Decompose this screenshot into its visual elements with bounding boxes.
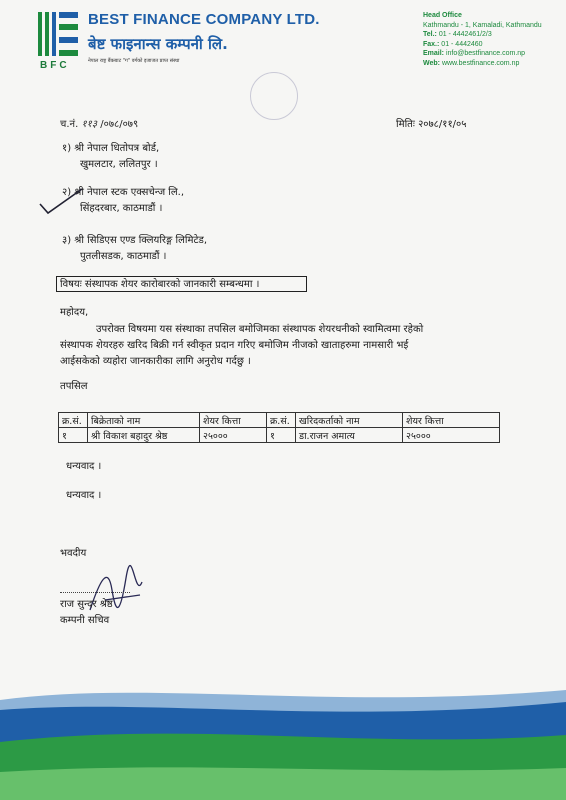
recipient-3 — [62, 233, 207, 265]
cell-seller-shares: २५००० — [200, 428, 267, 443]
signature-line — [60, 592, 130, 593]
body-paragraph — [60, 322, 510, 370]
cell-sn-seller: १ — [59, 428, 88, 443]
recipient-2-line2: सिंहदरबार, काठमाडौं । — [80, 203, 163, 214]
company-logo-icon — [38, 12, 78, 56]
header-sn-seller: क्र.सं. — [59, 413, 88, 428]
signatory-title: कम्पनी सचिव — [60, 615, 110, 626]
date-value: २०७८/११/०५ — [418, 119, 467, 130]
thanks-2: धन्यवाद । — [66, 490, 102, 501]
header-buyer-name: खरिदकर्ताको नाम — [296, 413, 403, 428]
header-seller-shares: शेयर कित्ता — [200, 413, 267, 428]
recipient-3-line2: पुतलीसडक, काठमाडौं । — [80, 251, 167, 262]
date-label: मितिः — [396, 119, 415, 130]
recipient-1-line1: १) श्री नेपाल धितोपत्र बोर्ड, — [62, 143, 160, 154]
head-office-address: Kathmandu - 1, Kamaladi, Kathmandu — [423, 21, 542, 29]
thanks-1: धन्यवाद । — [66, 461, 102, 472]
head-office-block — [423, 11, 542, 68]
email-label: Email: — [423, 50, 445, 57]
tel-value: 01 - 4442461/2/3 — [438, 31, 492, 38]
fax-label: Fax.: — [423, 40, 440, 48]
cell-buyer-shares: २५००० — [403, 428, 500, 443]
recipient-1 — [62, 141, 159, 173]
table-header-row — [59, 413, 500, 428]
subject-line: विषयः संस्थापक शेयर कारोबारको जानकारी सम्बन्धमा । — [56, 276, 307, 292]
ref-number-handwritten: ११३ — [81, 119, 98, 130]
fax-value: 01 - 4442460 — [441, 40, 483, 48]
body-line-3: आईसकेको व्यहोरा जानकारीका लागि अनुरोध गर्दछु । — [60, 356, 251, 367]
logo-initials: BFC — [40, 60, 70, 71]
head-office-title: Head Office — [423, 12, 462, 19]
reference-number — [60, 116, 138, 130]
body-line-2: संस्थापक शेयरहरु खरिद बिक्री गर्न स्वीकृत प्रदान गरिए बमोजिम नीजको खाताहरुमा नामसारी भई — [60, 340, 409, 351]
recipient-2-line1: २) श्री नेपाल स्टक एक्सचेन्ज लि., — [62, 187, 185, 198]
ref-year: /०७८/०७९ — [100, 119, 139, 130]
cell-seller-name: श्री विकाश बहादुर श्रेष्ठ — [88, 428, 200, 443]
recipient-1-line2: खुमलटार, ललितपुर । — [80, 159, 158, 170]
web-link[interactable]: www.bestfinance.com.np — [441, 59, 520, 67]
header-sn-buyer: क्र.सं. — [267, 413, 296, 428]
signatory-name: राज सुन्दर श्रेष्ठ — [60, 599, 113, 610]
closing: भवदीय — [60, 548, 87, 559]
share-transfer-table — [58, 412, 500, 443]
company-tagline: नेपाल राष्ट्र बैंकबाट "ग" वर्गको इजाजत प्राप्त संस्था — [88, 58, 180, 64]
cell-buyer-name: डा.राजन अमात्य — [296, 428, 403, 443]
header-seller-name: बिक्रेताको नाम — [88, 413, 200, 428]
details-label: तपसिल — [60, 381, 88, 392]
company-name-english: BEST FINANCE COMPANY LTD. — [88, 11, 320, 28]
web-label: Web: — [423, 59, 440, 67]
body-line-1: उपरोक्त विषयमा यस संस्थाका तपसिल बमोजिमका संस्थापक शेयरधनीको स्वामित्वमा रहेको — [96, 324, 424, 335]
received-stamp — [250, 72, 298, 120]
footer-wave-decoration — [0, 680, 566, 800]
cell-sn-buyer: १ — [267, 428, 296, 443]
header-buyer-shares: शेयर कित्ता — [403, 413, 500, 428]
email-link[interactable]: info@bestfinance.com.np — [445, 50, 526, 57]
ref-label: च.नं. — [60, 119, 79, 130]
checkmark-icon — [36, 186, 86, 216]
recipient-3-line1: ३) श्री सिडिएस एण्ड क्लियरिङ्ग लिमिटेड, — [62, 235, 208, 246]
tel-label: Tel.: — [423, 31, 437, 38]
table-row — [59, 428, 500, 443]
salutation: महोदय, — [60, 307, 89, 318]
company-name-nepali: बेष्ट फाइनान्स कम्पनी लि. — [88, 35, 228, 53]
letter-date — [396, 116, 466, 130]
